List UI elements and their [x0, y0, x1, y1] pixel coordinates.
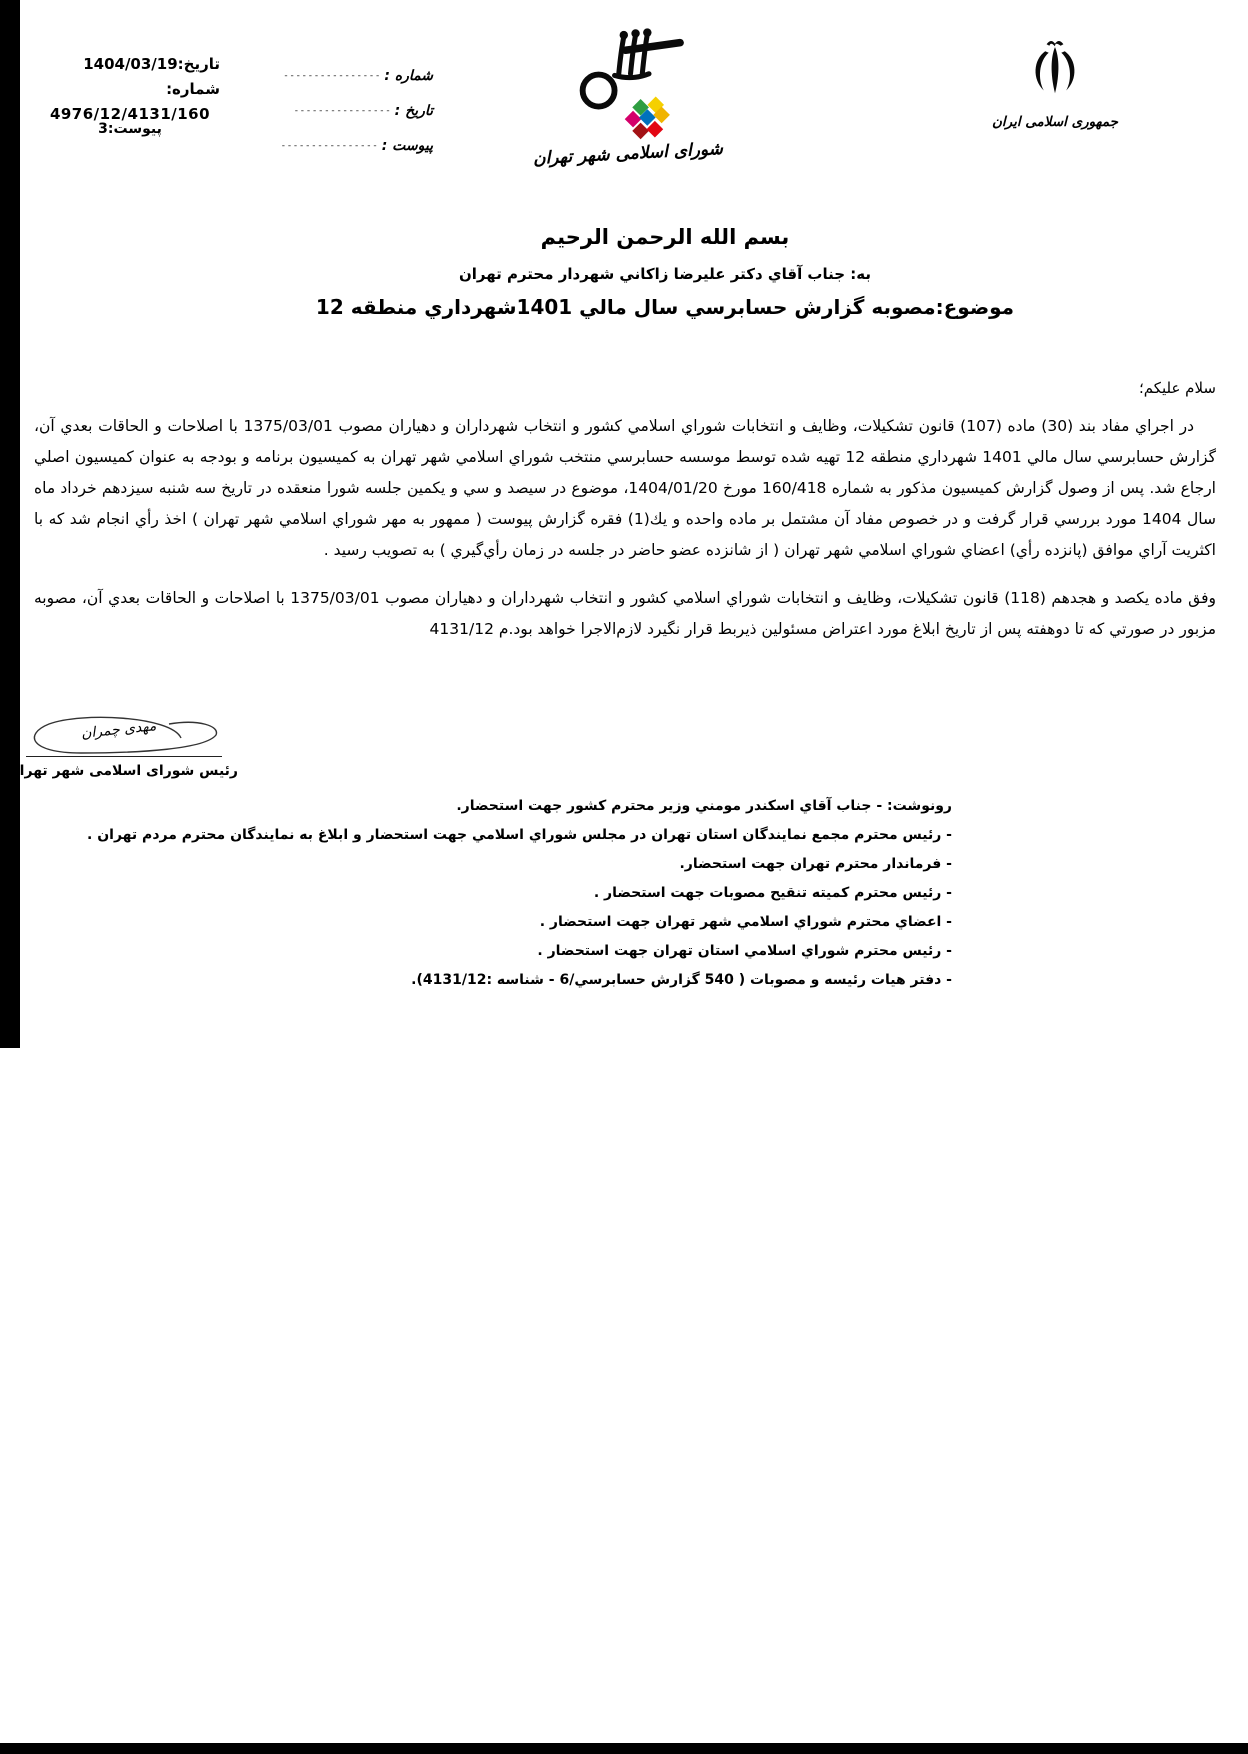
council-logo	[528, 20, 728, 169]
form-field-attachment	[238, 128, 433, 163]
form-field-number-dots: - - - - - - - - - - - - - - - -	[284, 71, 380, 81]
signature-scribble	[19, 708, 229, 760]
council-logo-icon	[564, 20, 692, 146]
cc-line: - فرماندار محترم تهران جهت استحضار.	[679, 856, 952, 872]
iran-emblem-icon	[1020, 34, 1090, 112]
ref-number-value: 4976/12/4131/160	[49, 105, 211, 123]
form-field-number-label: شماره :	[384, 68, 433, 84]
letter-body	[34, 225, 1216, 661]
scan-artifact-bottom-bar	[0, 1743, 1248, 1754]
scan-artifact-left-bar	[0, 0, 20, 1048]
cc-line: - دفتر هیات رئیسه و مصوبات ( 540 گزارش حسابرسي/6 - شناسه :4131/12).	[411, 972, 952, 988]
cc-line: - رئیس محترم شوراي اسلامي استان تهران جهت استحضار .	[537, 943, 952, 959]
signature-title: رئیس شورای اسلامی شهر تهران	[7, 763, 238, 779]
signature-block	[7, 708, 238, 779]
form-field-attachment-dots: - - - - - - - - - - - - - - - -	[281, 141, 377, 151]
form-field-date	[238, 93, 433, 128]
cc-line: - اعضاي محترم شوراي اسلامي شهر تهران جهت استحضار .	[539, 914, 952, 930]
body-paragraph-2: وفق ماده یكصد و هجدهم (118) قانون تشكیلات، وظایف و انتخابات شوراي اسلامي كشور و انتخاب شهرداران و دهیاران مصوب 1375/03/01 با اصلاحات و الحاقات بعدي آن، مصوبه مزبور در صورتي كه تا دوهفته پس از تاریخ ابلاغ مورد اعتراض مسئولین ذیربط قرار نگیرد لازم‌الاجرا خواهد بود.م 4131/12	[34, 589, 1216, 638]
cc-line: - رئیس محترم مجمع نمایندگان استان تهران در مجلس شوراي اسلامي جهت استحضار و ابلاغ به نمایندگان محترم مردم تهران .	[87, 827, 952, 843]
bismillah: بسم الله الرحمن الرحیم	[540, 225, 790, 249]
signature-name: مهدی چمران	[80, 718, 157, 742]
salutation: سلام علیكم؛	[1138, 379, 1216, 397]
iran-emblem-caption: جمهوری اسلامی ایران	[991, 114, 1119, 130]
ref-date: تاریخ:1404/03/19	[83, 55, 220, 73]
form-field-number	[238, 58, 433, 93]
cc-list	[87, 792, 952, 995]
iran-emblem	[980, 34, 1130, 130]
form-field-date-label: تاریخ :	[394, 103, 433, 119]
ref-attachment: پیوست:3	[98, 121, 162, 137]
ref-number-label: شماره:	[166, 80, 220, 98]
letterhead-form-fields	[238, 58, 433, 163]
addressee-line: به: جناب آقاي دكتر علیرضا زاكاني شهردار محترم تهران	[458, 265, 872, 283]
form-field-date-dots: - - - - - - - - - - - - - - - -	[294, 106, 390, 116]
cc-line: رونوشت: - جناب آقاي اسكندر مومني وزیر محترم كشور جهت استحضار.	[456, 798, 952, 814]
form-field-attachment-label: پیوست :	[381, 138, 433, 154]
logo-diamonds	[625, 97, 670, 140]
council-logo-caption: شورای اسلامی شهر تهران	[532, 139, 724, 169]
reference-block	[40, 52, 220, 142]
body-paragraph-1: در اجراي مفاد بند (30) ماده (107) قانون تشكیلات، وظایف و انتخابات شوراي اسلامي كشور و انتخاب شهرداران و دهیاران مصوب 1375/03/01 با اصلاحات و الحاقات بعدي آن، گزارش حسابرسي سال مالي 1401 شهرداري منطقه 12 تهیه شده توسط موسسه حسابرسي منتخب شوراي اسلامي شهر تهران به كمیسیون برنامه و بودجه به عنوان كمیسیون اصلي ارجاع شد. پس از وصول گزارش كمیسیون مذكور به شماره 160/418 مورخ 1404/01/20، موضوع در سیصد و سي و یكمین جلسه شورا منعقده در تاریخ سه شنبه سیزدهم خرداد ماه سال 1404 مورد بررسي قرار گرفت و در خصوص مفاد آن مشتمل بر ماده واحده و یك(1) فقره گزارش پیوست ( ممهور به مهر شوراي اسلامي شهر تهران ) اخذ رأي انجام شد كه با اكثریت آراي موافق (پانزده رأي) اعضاي شوراي اسلامي شهر تهران ( از شانزده عضو حاضر در جلسه در زمان رأي‌گیري ) به تصویب رسید .	[34, 417, 1217, 559]
subject-line: موضوع:مصوبه گزارش حسابرسي سال مالي 1401شهرداري منطقه 12	[315, 295, 1015, 319]
cc-line: - رئیس محترم كمیته تنقیح مصوبات جهت استحضار .	[593, 885, 952, 901]
